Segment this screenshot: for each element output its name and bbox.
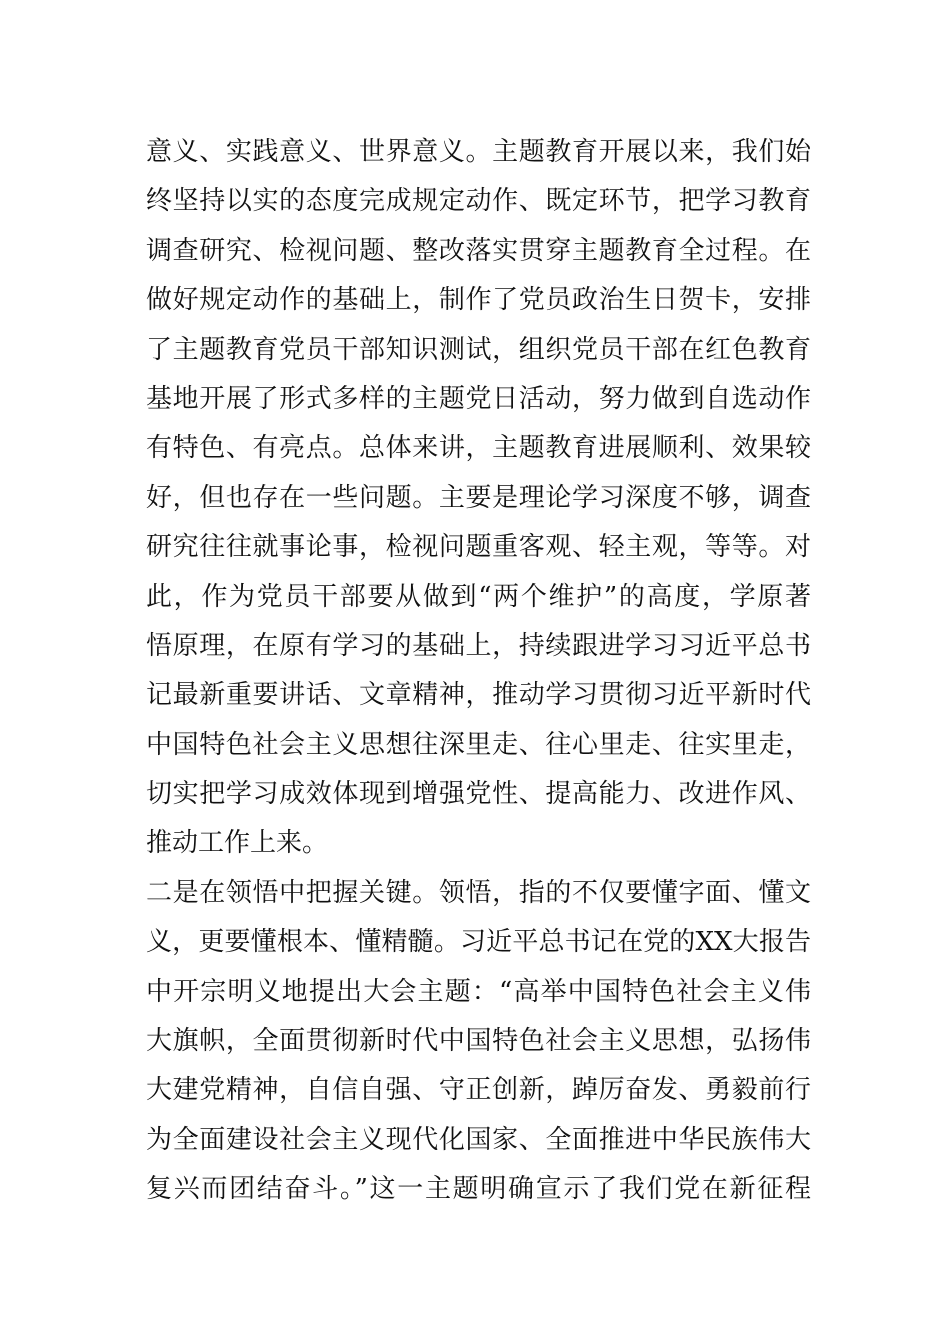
- text-line: 有特色、有亮点。总体来讲，主题教育进展顺利、效果较: [146, 433, 811, 464]
- text-line: 中开宗明义地提出大会主题：“高举中国特色社会主义伟: [146, 976, 811, 1007]
- text-line: 中国特色社会主义思想往深里走、往心里走、往实里走，: [146, 729, 811, 760]
- text-line: 终坚持以实的态度完成规定动作、既定环节，把学习教育: [146, 186, 811, 217]
- text-line: 复兴而团结奋斗。”这一主题明确宣示了我们党在新征程: [146, 1174, 811, 1205]
- text-line: 做好规定动作的基础上，制作了党员政治生日贺卡，安排: [146, 285, 811, 316]
- text-line: 研究往往就事论事，检视问题重客观、轻主观，等等。对: [146, 532, 811, 563]
- text-line: 此，作为党员干部要从做到“两个维护”的高度，学原著: [146, 581, 811, 612]
- text-line: 记最新重要讲话、文章精神，推动学习贯彻习近平新时代: [146, 680, 811, 711]
- text-line: 义，更要懂根本、懂精髓。习近平总书记在党的XX大报告: [146, 927, 811, 958]
- text-line: 二是在领悟中把握关键。领悟，指的不仅要懂字面、懂文: [146, 877, 811, 908]
- text-line: 悟原理，在原有学习的基础上，持续跟进学习习近平总书: [146, 630, 811, 661]
- body-text: [146, 128, 811, 1215]
- paragraph-end-line: 推动工作上来。: [146, 828, 329, 859]
- text-line: 基地开展了形式多样的主题党日活动，努力做到自选动作: [146, 383, 811, 414]
- text-line: 了主题教育党员干部知识测试，组织党员干部在红色教育: [146, 334, 811, 365]
- text-line: 意义、实践意义、世界意义。主题教育开展以来，我们始: [146, 137, 811, 167]
- text-line: 大旗帜，全面贯彻新时代中国特色社会主义思想，弘扬伟: [146, 1026, 811, 1057]
- text-line: 调查研究、检视问题、整改落实贯穿主题教育全过程。在: [146, 235, 811, 266]
- text-line: 大建党精神，自信自强、守正创新，踔厉奋发、勇毅前行: [146, 1075, 811, 1106]
- text-line: 好，但也存在一些问题。主要是理论学习深度不够，调查: [146, 482, 811, 513]
- text-line: 为全面建设社会主义现代化国家、全面推进中华民族伟大: [146, 1124, 811, 1155]
- text-line: 切实把学习成效体现到增强党性、提高能力、改进作风、: [146, 779, 811, 810]
